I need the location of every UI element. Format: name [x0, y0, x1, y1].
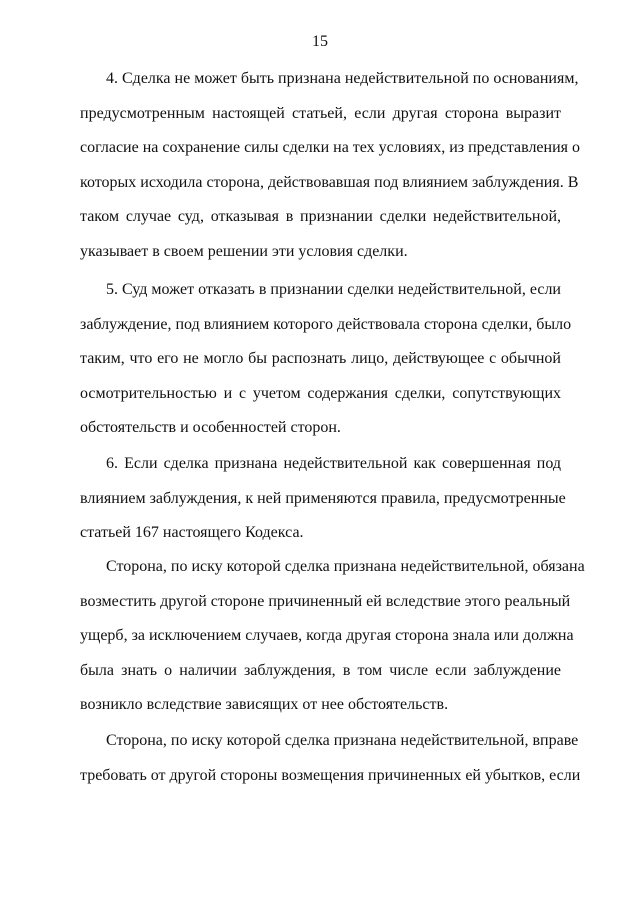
text-line: возместить другой стороне причиненный ей вследствие этого реальный [80, 592, 571, 610]
text-line: возникло вследствие зависящих от нее обстоятельств. [80, 696, 449, 714]
text-line: 4. Сделка не может быть признана недействительной по основаниям, [106, 70, 579, 87]
text-line: Сторона, по иску которой сделка признана недействительной, вправе [106, 732, 579, 749]
page-number: 15 [312, 33, 328, 50]
text-line: ущерб, за исключением случаев, когда другая сторона знала или должна [80, 627, 574, 645]
text-line: указывает в своем решении эти условия сделки. [80, 242, 408, 260]
text-line: Сторона, по иску которой сделка признана недействительной, обязана [106, 558, 585, 575]
paragraph-losses [80, 724, 581, 793]
text-line: была знать о наличии заблуждения, в том числе если заблуждение [80, 661, 561, 679]
paragraph-item-5 [80, 273, 572, 446]
text-line: предусмотренным настоящей статьей, если другая сторона выразит [80, 104, 561, 122]
paragraph-item-4 [80, 62, 581, 270]
text-line: которых исходила сторона, действовавшая под влиянием заблуждения. В [80, 173, 579, 191]
text-line: 5. Суд может отказать в признании сделки недействительной, если [106, 281, 561, 298]
text-line: статьей 167 настоящего Кодекса. [80, 524, 304, 542]
text-line: влиянием заблуждения, к ней применяются правила, предусмотренные [80, 489, 566, 507]
text-line: согласие на сохранение силы сделки на тех условиях, из представления о [80, 139, 581, 157]
text-line: обстоятельств и особенностей сторон. [80, 419, 341, 437]
text-line: таким, что его не могло бы распознать лицо, действующее с обычной [80, 350, 561, 368]
text-line: заблуждение, под влиянием которого действовала сторона сделки, было [80, 315, 572, 333]
text-line: таком случае суд, отказывая в признании сделки недействительной, [80, 208, 561, 226]
text-line: осмотрительностью и с учетом содержания сделки, сопутствующих [80, 384, 561, 402]
paragraph-damages [80, 550, 585, 723]
text-line: требовать от другой стороны возмещения причиненных ей убытков, если [80, 766, 581, 784]
text-line: 6. Если сделка признана недействительной как совершенная под [106, 455, 561, 472]
paragraph-item-6 [80, 447, 566, 551]
